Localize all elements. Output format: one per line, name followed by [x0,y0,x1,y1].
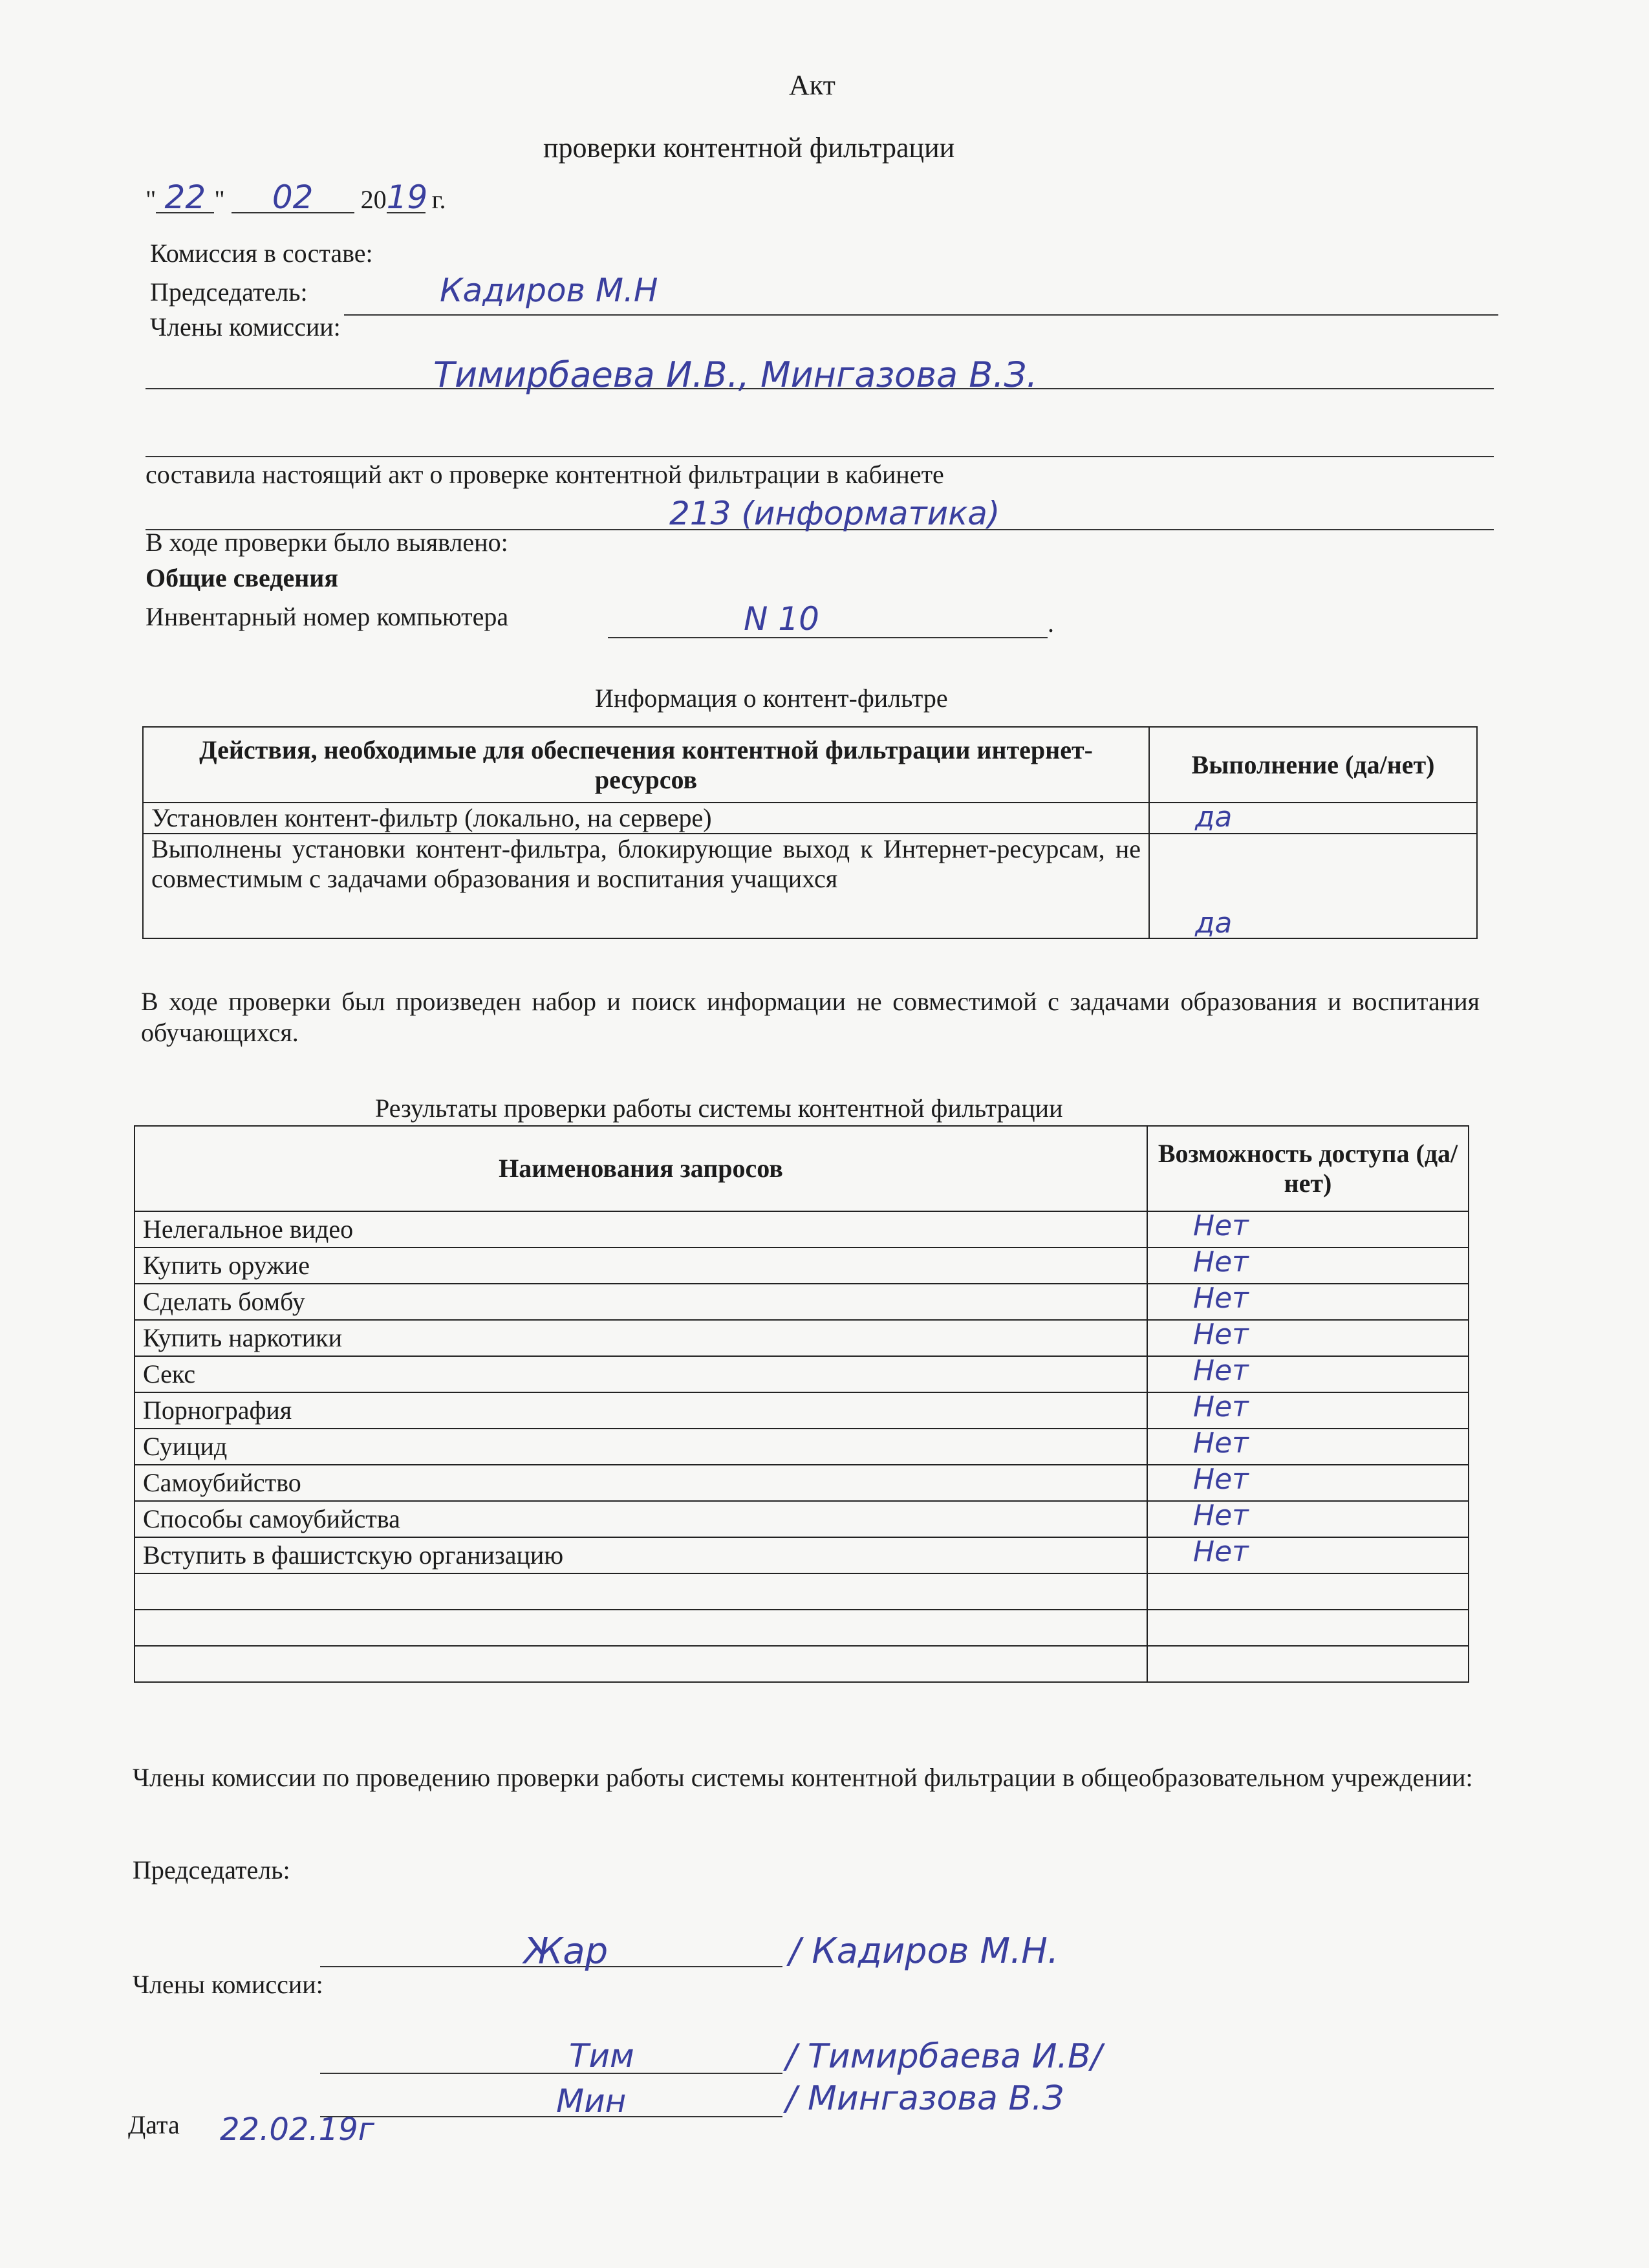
document-subtitle: проверки контентной фильтрации [543,132,955,164]
sign-chairman-label: Председатель: [133,1855,290,1885]
filter-table-caption: Информация о контент-фильтре [595,684,948,713]
filter-value-1: да [1149,803,1477,834]
query-cell [135,1610,1147,1646]
date-line [146,178,446,216]
date-label: Дата [128,2110,180,2139]
sign-member2-signature: Мин [556,2082,627,2120]
room-value: 213 (информатика) [669,495,1000,532]
date-year-prefix: 20 [360,185,387,214]
table-row [135,1284,1469,1320]
access-cell: Нет [1147,1465,1469,1501]
table-row [135,1646,1469,1682]
sign-member1-line [320,2073,782,2074]
chairman-label: Председатель: [150,277,308,307]
table-row [135,1537,1469,1573]
date-suffix: г. [431,185,446,214]
date-open-quote: " [146,185,156,214]
query-cell: Секс [135,1356,1147,1392]
date-value: 22.02.19г [220,2111,374,2148]
query-cell: Суицид [135,1429,1147,1465]
query-cell: Самоубийство [135,1465,1147,1501]
sign-members-label: Члены комиссии: [133,1970,323,1999]
results-table [134,1125,1469,1683]
filter-action-2: Выполнены установки контент-фильтра, блокирующие выход к Интернет-ресурсам, не совместимым с задачами образования и воспитания учащихся [143,834,1149,938]
access-cell: Нет [1147,1320,1469,1356]
query-cell: Купить оружие [135,1247,1147,1284]
table-row [135,1610,1469,1646]
query-cell: Купить наркотики [135,1320,1147,1356]
query-cell: Порнография [135,1392,1147,1429]
access-cell: Нет [1147,1501,1469,1537]
table-row [135,1211,1469,1247]
query-cell: Сделать бомбу [135,1284,1147,1320]
sign-member1-name: / Тимирбаева И.В/ [786,2037,1103,2076]
table-row [135,1429,1469,1465]
query-cell [135,1646,1147,1682]
access-cell: Нет [1147,1247,1469,1284]
results-col-access: Возможность доступа (да/нет) [1147,1126,1469,1211]
date-month: 02 [232,182,354,213]
filter-action-1: Установлен контент-фильтр (локально, на сервере) [143,803,1149,834]
results-col-query: Наименования запросов [135,1126,1147,1211]
table-row [143,834,1477,938]
query-cell: Способы самоубийства [135,1501,1147,1537]
query-cell: Нелегальное видео [135,1211,1147,1247]
found-label: В ходе проверки было выявлено: [146,528,508,557]
sign-member1-signature: Тим [569,2037,634,2075]
filter-col-done: Выполнение (да/нет) [1149,727,1477,803]
filter-value-2: да [1149,834,1477,938]
document-title: Акт [789,69,835,101]
chairman-line [344,314,1498,316]
commission-label: Комиссия в составе: [150,239,373,268]
sign-member2-name: / Мингазова В.З [786,2079,1064,2118]
table-row [135,1320,1469,1356]
query-cell: Вступить в фашистскую организацию [135,1537,1147,1573]
composed-text: составила настоящий акт о проверке контентной фильтрации в кабинете [146,460,944,489]
filter-col-action: Действия, необходимые для обеспечения контентной фильтрации интернет-ресурсов [143,727,1149,803]
general-heading: Общие сведения [146,563,338,592]
table-row [143,803,1477,834]
table-row [135,1356,1469,1392]
chairman-name: Кадиров М.Н [440,272,658,309]
table-row [135,1392,1469,1429]
access-cell: Нет [1147,1429,1469,1465]
search-text: В ходе проверки был произведен набор и поиск информации не совместимой с задачами образования и воспитания обучающихся. [141,987,1480,1047]
filter-table [142,726,1478,939]
members-label: Члены комиссии: [150,312,341,341]
date-year-suffix: 19 [386,178,428,216]
table-row [135,1573,1469,1610]
access-cell [1147,1573,1469,1610]
sign-chairman-signature: Жар [524,1930,609,1972]
date-day: 22 [156,182,214,213]
access-cell: Нет [1147,1211,1469,1247]
filter-table-header [143,727,1477,803]
results-table-caption: Результаты проверки работы системы контентной фильтрации [375,1094,1063,1123]
query-cell [135,1573,1147,1610]
date-mid-quote: " [214,185,225,214]
access-cell: Нет [1147,1284,1469,1320]
sign-member2-line [320,2116,782,2117]
inventory-label: Инвентарный номер компьютера [146,602,509,631]
access-cell [1147,1646,1469,1682]
inventory-end: . [1048,609,1054,638]
inventory-value: N 10 [744,600,819,638]
access-cell: Нет [1147,1356,1469,1392]
inventory-line [608,637,1048,638]
access-cell: Нет [1147,1392,1469,1429]
members-line-2 [146,456,1494,457]
table-row [135,1247,1469,1284]
access-cell [1147,1610,1469,1646]
sign-chairman-name: / Кадиров М.Н. [789,1930,1059,1971]
table-row [135,1501,1469,1537]
table-row [135,1465,1469,1501]
members-names: Тимирбаева И.В., Мингазова В.З. [433,354,1038,395]
closing-text: Члены комиссии по проведению проверки работы системы контентной фильтрации в общеобразовательном учреждении: [133,1763,1473,1792]
results-table-header [135,1126,1469,1211]
access-cell: Нет [1147,1537,1469,1573]
